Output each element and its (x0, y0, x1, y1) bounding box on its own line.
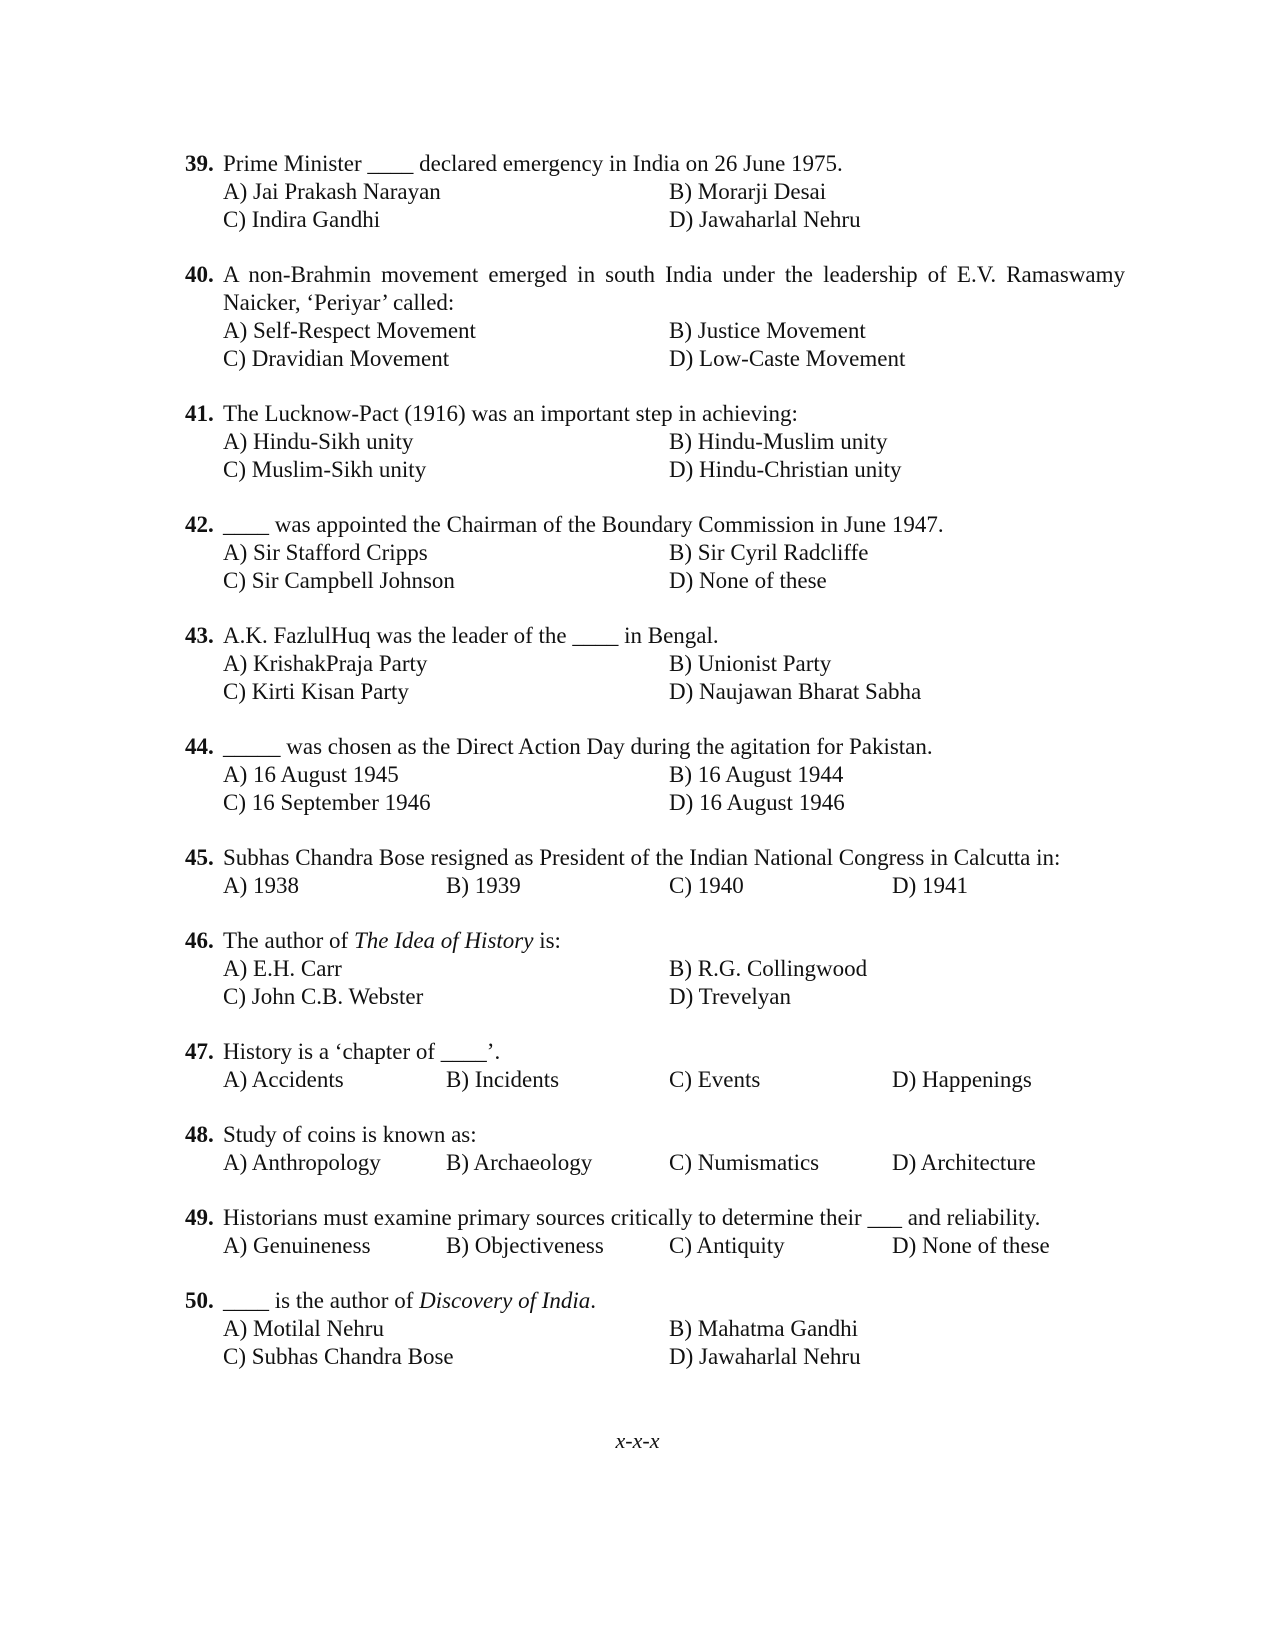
option-b: B) Morarji Desai (669, 179, 827, 204)
option-d: D) None of these (669, 568, 827, 593)
option-a: A) Accidents (223, 1067, 344, 1092)
option-d: D) Trevelyan (669, 984, 792, 1009)
question-text: ____ was appointed the Chairman of the Boundary Commission in June 1947. (223, 512, 944, 537)
option-c: C) Numismatics (669, 1150, 820, 1175)
question-text: Historians must examine primary sources critically to determine their ___ and reliability. (223, 1205, 1041, 1230)
option-c: C) Antiquity (669, 1233, 785, 1258)
question-number: 39. (185, 151, 214, 176)
answer-options (223, 1149, 1125, 1177)
option-c: C) 1940 (669, 873, 744, 898)
option-a: A) Anthropology (223, 1150, 381, 1175)
question-text: A.K. FazlulHuq was the leader of the ____ in Bengal. (223, 623, 719, 648)
option-c: C) Kirti Kisan Party (223, 679, 409, 704)
option-c: C) Indira Gandhi (223, 207, 381, 232)
question-39 (185, 150, 1125, 234)
question-text: History is a ‘chapter of ____’. (223, 1039, 501, 1064)
answer-options (223, 761, 1125, 817)
question-text: Prime Minister ____ declared emergency in India on 26 June 1975. (223, 151, 843, 176)
question-40 (185, 261, 1125, 373)
answer-options (223, 539, 1125, 595)
option-d: D) Happenings (892, 1067, 1032, 1092)
question-48 (185, 1121, 1125, 1177)
question-49 (185, 1204, 1125, 1260)
question-number: 44. (185, 734, 214, 759)
question-text: Study of coins is known as: (223, 1122, 477, 1147)
option-b: B) 16 August 1944 (669, 762, 844, 787)
option-d: D) Hindu-Christian unity (669, 457, 902, 482)
question-text: The Lucknow-Pact (1916) was an important step in achieving: (223, 401, 798, 426)
option-a: A) 16 August 1945 (223, 762, 399, 787)
option-a: A) KrishakPraja Party (223, 651, 428, 676)
option-b: B) R.G. Collingwood (669, 956, 868, 981)
question-number: 41. (185, 401, 214, 426)
question-number: 50. (185, 1288, 214, 1313)
question-44 (185, 733, 1125, 817)
question-text (223, 927, 1125, 955)
option-b: B) Justice Movement (669, 318, 866, 343)
answer-options (223, 650, 1125, 706)
option-d: D) 1941 (892, 873, 969, 898)
option-c: C) 16 September 1946 (223, 790, 431, 815)
option-d: D) Low-Caste Movement (669, 346, 906, 371)
question-number: 48. (185, 1122, 214, 1147)
question-45 (185, 844, 1125, 900)
option-c: C) John C.B. Webster (223, 984, 424, 1009)
answer-options (223, 955, 1125, 1011)
question-number: 40. (185, 262, 214, 287)
question-43 (185, 622, 1125, 706)
answer-options (223, 178, 1125, 234)
option-b: B) Unionist Party (669, 651, 832, 676)
option-d: D) None of these (892, 1233, 1050, 1258)
option-c: C) Dravidian Movement (223, 346, 450, 371)
question-number: 47. (185, 1039, 214, 1064)
option-a: A) Motilal Nehru (223, 1316, 384, 1341)
answer-options (223, 317, 1125, 373)
option-c: C) Subhas Chandra Bose (223, 1344, 454, 1369)
question-text (223, 1287, 1125, 1315)
option-b: B) Hindu-Muslim unity (669, 429, 888, 454)
question-text-part: is: (533, 928, 561, 953)
book-title: The Idea of History (353, 928, 534, 953)
option-c: C) Events (669, 1067, 761, 1092)
answer-options (223, 872, 1125, 900)
option-a: A) Sir Stafford Cripps (223, 540, 428, 565)
option-d: D) Jawaharlal Nehru (669, 1344, 861, 1369)
answer-options (223, 1315, 1125, 1371)
option-d: D) Jawaharlal Nehru (669, 207, 861, 232)
option-c: C) Sir Campbell Johnson (223, 568, 455, 593)
answer-options (223, 428, 1125, 484)
answer-options (223, 1232, 1125, 1260)
question-number: 46. (185, 928, 214, 953)
question-sheet (185, 150, 1125, 1398)
question-41 (185, 400, 1125, 484)
option-b: B) Sir Cyril Radcliffe (669, 540, 869, 565)
question-47 (185, 1038, 1125, 1094)
option-d: D) 16 August 1946 (669, 790, 845, 815)
option-b: B) Incidents (446, 1067, 560, 1092)
book-title: Discovery of India (419, 1288, 591, 1313)
option-d: D) Naujawan Bharat Sabha (669, 679, 922, 704)
question-46 (185, 927, 1125, 1011)
option-b: B) Mahatma Gandhi (669, 1316, 859, 1341)
option-a: A) E.H. Carr (223, 956, 342, 981)
option-a: A) 1938 (223, 873, 300, 898)
question-number: 43. (185, 623, 214, 648)
option-a: A) Jai Prakash Narayan (223, 179, 441, 204)
option-b: B) Objectiveness (446, 1233, 604, 1258)
question-text-part: The author of (223, 928, 354, 953)
question-number: 49. (185, 1205, 214, 1230)
option-a: A) Self-Respect Movement (223, 318, 476, 343)
end-of-paper-mark: x-x-x (615, 1428, 660, 1453)
option-b: B) Archaeology (446, 1150, 593, 1175)
question-number: 42. (185, 512, 214, 537)
option-d: D) Architecture (892, 1150, 1036, 1175)
question-text: Subhas Chandra Bose resigned as President of the Indian National Congress in Calcutta in: (223, 845, 1061, 870)
question-text: A non-Brahmin movement emerged in south India under the leadership of E.V. Ramaswamy Naicker, ‘Periyar’ called: (223, 262, 1125, 315)
option-c: C) Muslim-Sikh unity (223, 457, 427, 482)
option-b: B) 1939 (446, 873, 521, 898)
answer-options (223, 1066, 1125, 1094)
option-a: A) Hindu-Sikh unity (223, 429, 414, 454)
question-42 (185, 511, 1125, 595)
question-number: 45. (185, 845, 214, 870)
option-a: A) Genuineness (223, 1233, 371, 1258)
question-text: _____ was chosen as the Direct Action Day during the agitation for Pakistan. (223, 734, 933, 759)
question-text-part: ____ is the author of (223, 1288, 420, 1313)
question-text-part: . (590, 1288, 597, 1313)
question-50 (185, 1287, 1125, 1371)
